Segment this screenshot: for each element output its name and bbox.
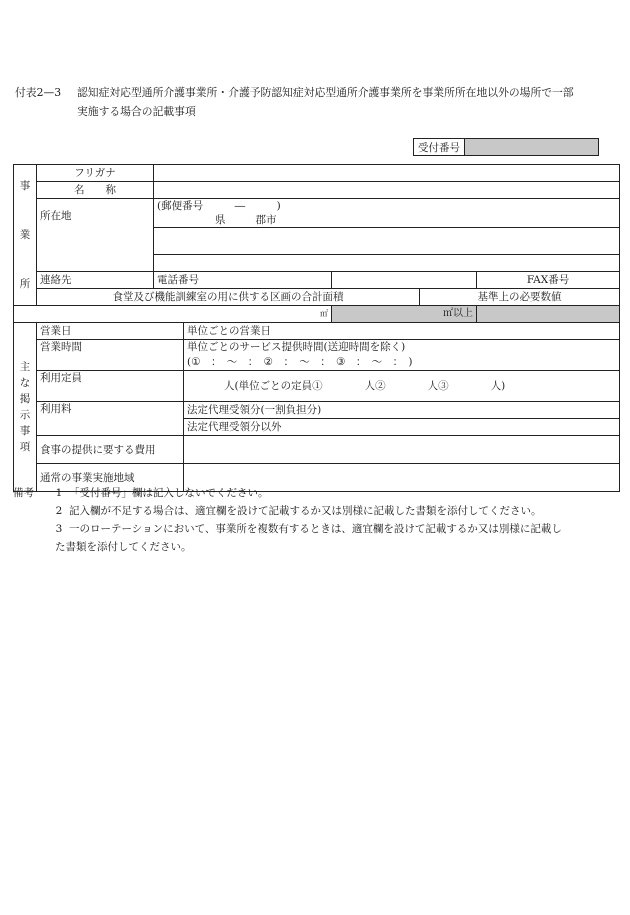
required-value-field bbox=[332, 306, 477, 323]
note-text: 一のローテーションにおいて、事業所を複数有するときは、適宜欄を設けて記載するか又は別様に記載し bbox=[69, 523, 562, 535]
area-unit: ㎡ bbox=[320, 309, 329, 318]
keiji-side-label: 主 な 掲 示 事 項 bbox=[14, 323, 37, 492]
service-area-label: 通常の事業実施地域 bbox=[37, 464, 184, 492]
phone-field[interactable] bbox=[332, 272, 477, 289]
contact-label: 連絡先 bbox=[37, 272, 154, 289]
city-text: 郡市 bbox=[255, 214, 277, 226]
main-form-table bbox=[13, 164, 620, 492]
form-title bbox=[15, 83, 620, 121]
note-number: 3 bbox=[55, 523, 63, 535]
address-line-field[interactable] bbox=[154, 228, 620, 255]
postal-code-text: (郵便番号 ― ) bbox=[157, 200, 281, 212]
required-unit: ㎡以上 bbox=[443, 308, 474, 319]
fee-line-2[interactable]: 法定代理受領分以外 bbox=[184, 419, 620, 436]
meal-cost-label: 食事の提供に要する費用 bbox=[37, 436, 184, 464]
capacity-value[interactable]: 人(単位ごとの定員① 人② 人③ 人) bbox=[184, 371, 620, 402]
hours-line-2: (① ： 〜 ： ② ： 〜 ： ③ ： 〜 ： ) bbox=[187, 356, 413, 368]
address-extra-field[interactable] bbox=[154, 255, 620, 272]
furigana-field[interactable] bbox=[154, 165, 620, 182]
capacity-label: 利用定員 bbox=[37, 371, 184, 402]
notes-section bbox=[13, 484, 619, 556]
required-value-label: 基準上の必要数値 bbox=[420, 289, 620, 306]
area-unit-field[interactable] bbox=[14, 306, 332, 323]
note-text: 「受付番号」欄は記入しないでください。 bbox=[69, 487, 269, 499]
form-number: 付表2—3 bbox=[15, 86, 62, 99]
note-text: 記入欄が不足する場合は、適宜欄を設けて記載するか又は別様に記載した書類を添付してください。 bbox=[69, 505, 542, 517]
fee-line-1[interactable]: 法定代理受領分(一割負担分) bbox=[184, 402, 620, 419]
name-label: 名 称 bbox=[37, 182, 154, 199]
furigana-label: フリガナ bbox=[37, 165, 154, 182]
compliance-field bbox=[477, 306, 620, 323]
business-days-value[interactable]: 単位ごとの営業日 bbox=[184, 323, 620, 340]
receipt-number-box bbox=[413, 138, 599, 156]
title-line-2: 実施する場合の記載事項 bbox=[77, 105, 196, 118]
business-days-label: 営業日 bbox=[37, 323, 184, 340]
notes-heading: 備考 bbox=[13, 487, 34, 499]
note-text-continuation: た書類を添付してください。 bbox=[55, 541, 192, 553]
receipt-number-label: 受付番号 bbox=[414, 139, 465, 156]
fax-label: FAX番号 bbox=[477, 272, 620, 289]
note-number: 1 bbox=[55, 487, 63, 499]
hours-line-1: 単位ごとのサービス提供時間(送迎時間を除く) bbox=[187, 341, 406, 353]
meal-cost-field[interactable] bbox=[184, 436, 620, 464]
fee-label: 利用料 bbox=[37, 402, 184, 436]
address-postal-field[interactable] bbox=[154, 199, 620, 228]
area-label: 食堂及び機能訓練室の用に供する区画の合計面積 bbox=[37, 289, 420, 306]
receipt-number-field bbox=[465, 139, 599, 156]
jigyosho-side-label: 事 業 所 bbox=[14, 165, 37, 306]
name-field[interactable] bbox=[154, 182, 620, 199]
address-label: 所在地 bbox=[37, 199, 154, 272]
phone-label: 電話番号 bbox=[154, 272, 332, 289]
hours-label: 営業時間 bbox=[37, 340, 184, 371]
prefecture-text: 県 bbox=[215, 214, 226, 226]
title-line-1: 認知症対応型通所介護事業所・介護予防認知症対応型通所介護事業所を事業所所在地以外の場所で一部 bbox=[77, 86, 574, 99]
hours-value[interactable] bbox=[184, 340, 620, 371]
note-number: 2 bbox=[55, 505, 63, 517]
